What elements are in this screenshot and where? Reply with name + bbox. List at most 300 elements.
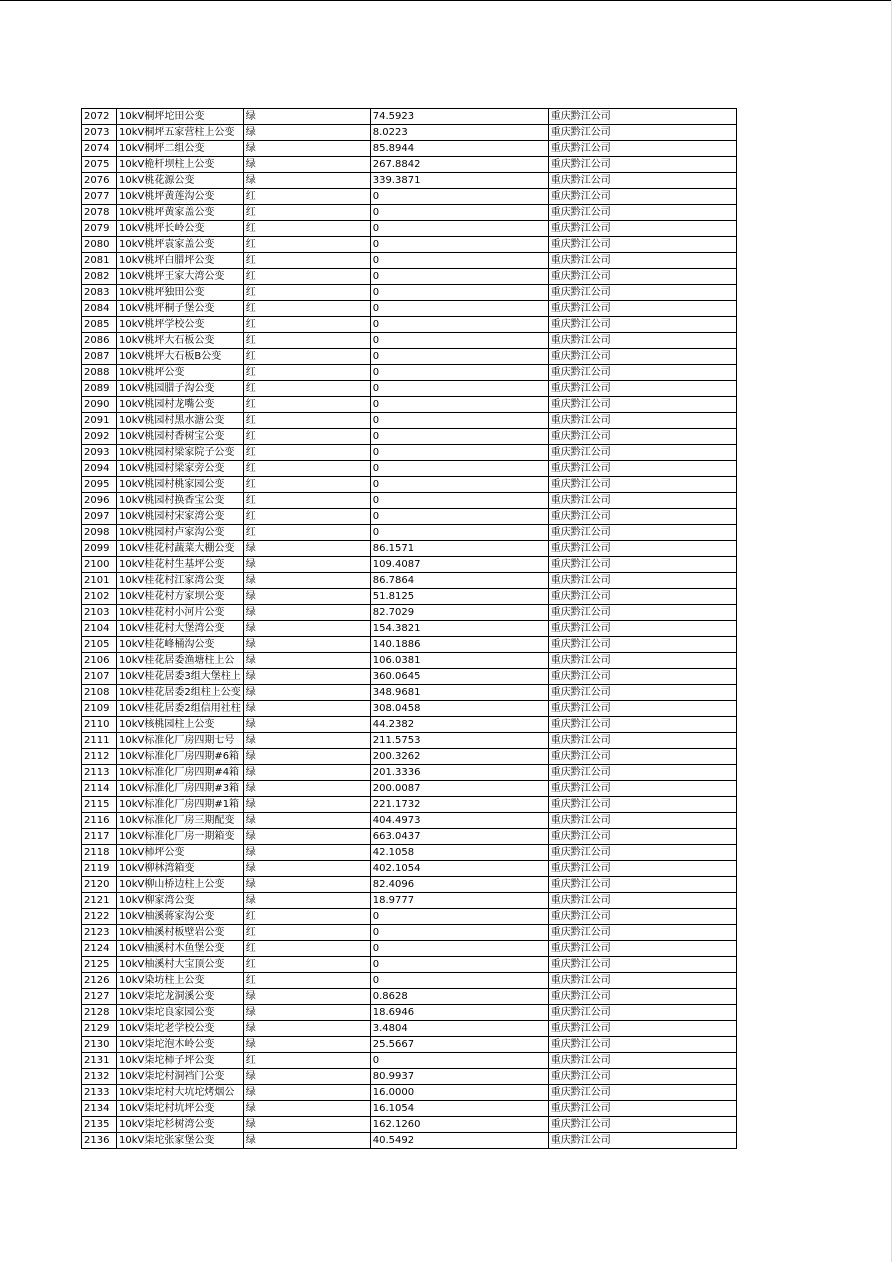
row-id-cell: 2117 <box>82 829 117 845</box>
company-cell: 重庆黔江公司 <box>548 237 736 253</box>
table-row <box>82 941 737 957</box>
company-cell: 重庆黔江公司 <box>548 845 736 861</box>
company-cell: 重庆黔江公司 <box>548 477 736 493</box>
company-cell: 重庆黔江公司 <box>548 493 736 509</box>
status-color-cell: 绿 <box>243 557 370 573</box>
row-id-cell: 2073 <box>82 125 117 141</box>
value-cell: 154.3821 <box>370 621 548 637</box>
value-cell: 82.7029 <box>370 605 548 621</box>
status-color-cell: 绿 <box>243 605 370 621</box>
status-color-cell: 红 <box>243 349 370 365</box>
status-color-cell: 红 <box>243 493 370 509</box>
transformer-name-cell: 10kV标准化厂房四期#3箱 <box>117 781 244 797</box>
row-id-cell: 2093 <box>82 445 117 461</box>
status-color-cell: 绿 <box>243 717 370 733</box>
transformer-name-cell: 10kV桂花村生基坪公变 <box>117 557 244 573</box>
value-cell: 0.8628 <box>370 989 548 1005</box>
row-id-cell: 2136 <box>82 1133 117 1149</box>
value-cell: 86.7864 <box>370 573 548 589</box>
value-cell: 25.5667 <box>370 1037 548 1053</box>
transformer-name-cell: 10kV桂花村江家湾公变 <box>117 573 244 589</box>
status-color-cell: 红 <box>243 909 370 925</box>
transformer-name-cell: 10kV桃坪黄家盖公变 <box>117 205 244 221</box>
value-cell: 18.9777 <box>370 893 548 909</box>
row-id-cell: 2097 <box>82 509 117 525</box>
table-row <box>82 285 737 301</box>
company-cell: 重庆黔江公司 <box>548 557 736 573</box>
status-color-cell: 绿 <box>243 749 370 765</box>
status-color-cell: 红 <box>243 397 370 413</box>
value-cell: 109.4087 <box>370 557 548 573</box>
company-cell: 重庆黔江公司 <box>548 749 736 765</box>
company-cell: 重庆黔江公司 <box>548 461 736 477</box>
company-cell: 重庆黔江公司 <box>548 285 736 301</box>
transformer-name-cell: 10kV标准化厂房一期箱变 <box>117 829 244 845</box>
transformer-name-cell: 10kV桃园村黑水溏公变 <box>117 413 244 429</box>
company-cell: 重庆黔江公司 <box>548 1037 736 1053</box>
transformer-name-cell: 10kV桂花村蔬菜大棚公变 <box>117 541 244 557</box>
table-row <box>82 269 737 285</box>
transformer-name-cell: 10kV桐坪坨田公变 <box>117 109 244 125</box>
company-cell: 重庆黔江公司 <box>548 957 736 973</box>
value-cell: 0 <box>370 413 548 429</box>
transformer-name-cell: 10kV桃坪桐子堡公变 <box>117 301 244 317</box>
row-id-cell: 2135 <box>82 1117 117 1133</box>
value-cell: 42.1058 <box>370 845 548 861</box>
value-cell: 0 <box>370 493 548 509</box>
status-color-cell: 红 <box>243 317 370 333</box>
company-cell: 重庆黔江公司 <box>548 349 736 365</box>
row-id-cell: 2072 <box>82 109 117 125</box>
value-cell: 85.8944 <box>370 141 548 157</box>
row-id-cell: 2109 <box>82 701 117 717</box>
transformer-name-cell: 10kV柿坪公变 <box>117 845 244 861</box>
row-id-cell: 2119 <box>82 861 117 877</box>
company-cell: 重庆黔江公司 <box>548 573 736 589</box>
transformer-name-cell: 10kV桂花峰桶沟公变 <box>117 637 244 653</box>
transformer-name-cell: 10kV桃坪大石板B公变 <box>117 349 244 365</box>
table-row <box>82 253 737 269</box>
status-color-cell: 红 <box>243 381 370 397</box>
row-id-cell: 2096 <box>82 493 117 509</box>
value-cell: 200.0087 <box>370 781 548 797</box>
value-cell: 0 <box>370 253 548 269</box>
row-id-cell: 2120 <box>82 877 117 893</box>
company-cell: 重庆黔江公司 <box>548 1101 736 1117</box>
table-row <box>82 861 737 877</box>
company-cell: 重庆黔江公司 <box>548 445 736 461</box>
status-color-cell: 绿 <box>243 781 370 797</box>
row-id-cell: 2076 <box>82 173 117 189</box>
table-row <box>82 909 737 925</box>
value-cell: 0 <box>370 429 548 445</box>
table-row <box>82 1085 737 1101</box>
status-color-cell: 红 <box>243 237 370 253</box>
value-cell: 0 <box>370 1053 548 1069</box>
transformer-name-cell: 10kV桅杆坝柱上公变 <box>117 157 244 173</box>
transformer-name-cell: 10kV标准化厂房四期七号 <box>117 733 244 749</box>
transformer-name-cell: 10kV柒坨村坑坪公变 <box>117 1101 244 1117</box>
transformer-name-cell: 10kV柚溪村板壁岩公变 <box>117 925 244 941</box>
company-cell: 重庆黔江公司 <box>548 621 736 637</box>
status-color-cell: 绿 <box>243 573 370 589</box>
value-cell: 0 <box>370 237 548 253</box>
row-id-cell: 2116 <box>82 813 117 829</box>
company-cell: 重庆黔江公司 <box>548 797 736 813</box>
row-id-cell: 2088 <box>82 365 117 381</box>
table-row <box>82 605 737 621</box>
company-cell: 重庆黔江公司 <box>548 589 736 605</box>
row-id-cell: 2102 <box>82 589 117 605</box>
value-cell: 74.5923 <box>370 109 548 125</box>
company-cell: 重庆黔江公司 <box>548 893 736 909</box>
company-cell: 重庆黔江公司 <box>548 1133 736 1149</box>
row-id-cell: 2089 <box>82 381 117 397</box>
table-row <box>82 125 737 141</box>
row-id-cell: 2077 <box>82 189 117 205</box>
company-cell: 重庆黔江公司 <box>548 189 736 205</box>
table-row <box>82 557 737 573</box>
company-cell: 重庆黔江公司 <box>548 141 736 157</box>
table-row <box>82 733 737 749</box>
row-id-cell: 2105 <box>82 637 117 653</box>
transformer-name-cell: 10kV桃坪王家大湾公变 <box>117 269 244 285</box>
company-cell: 重庆黔江公司 <box>548 109 736 125</box>
company-cell: 重庆黔江公司 <box>548 525 736 541</box>
table-row <box>82 301 737 317</box>
row-id-cell: 2108 <box>82 685 117 701</box>
row-id-cell: 2101 <box>82 573 117 589</box>
table-row <box>82 813 737 829</box>
table-row <box>82 157 737 173</box>
transformer-name-cell: 10kV桃坪袁家盖公变 <box>117 237 244 253</box>
value-cell: 0 <box>370 525 548 541</box>
transformer-name-cell: 10kV柚溪蒋家沟公变 <box>117 909 244 925</box>
value-cell: 80.9937 <box>370 1069 548 1085</box>
status-color-cell: 红 <box>243 221 370 237</box>
value-cell: 267.8842 <box>370 157 548 173</box>
value-cell: 0 <box>370 301 548 317</box>
status-color-cell: 绿 <box>243 157 370 173</box>
status-color-cell: 红 <box>243 477 370 493</box>
value-cell: 0 <box>370 269 548 285</box>
value-cell: 0 <box>370 221 548 237</box>
transformer-name-cell: 10kV柚溪村木鱼堡公变 <box>117 941 244 957</box>
table-row <box>82 669 737 685</box>
table-row <box>82 1053 737 1069</box>
value-cell: 0 <box>370 285 548 301</box>
company-cell: 重庆黔江公司 <box>548 317 736 333</box>
table-row <box>82 1133 737 1149</box>
row-id-cell: 2103 <box>82 605 117 621</box>
company-cell: 重庆黔江公司 <box>548 1085 736 1101</box>
row-id-cell: 2075 <box>82 157 117 173</box>
transformer-name-cell: 10kV桃坪大石板公变 <box>117 333 244 349</box>
transformer-name-cell: 10kV桃园村香树宝公变 <box>117 429 244 445</box>
transformer-name-cell: 10kV核桃园柱上公变 <box>117 717 244 733</box>
row-id-cell: 2125 <box>82 957 117 973</box>
value-cell: 0 <box>370 205 548 221</box>
transformer-name-cell: 10kV标准化厂房四期#6箱 <box>117 749 244 765</box>
table-row <box>82 237 737 253</box>
table-row <box>82 765 737 781</box>
company-cell: 重庆黔江公司 <box>548 157 736 173</box>
company-cell: 重庆黔江公司 <box>548 173 736 189</box>
value-cell: 0 <box>370 365 548 381</box>
table-row <box>82 333 737 349</box>
company-cell: 重庆黔江公司 <box>548 909 736 925</box>
status-color-cell: 红 <box>243 461 370 477</box>
status-color-cell: 绿 <box>243 589 370 605</box>
table-row <box>82 477 737 493</box>
table-row <box>82 541 737 557</box>
table-row <box>82 781 737 797</box>
transformer-name-cell: 10kV标准化厂房四期#1箱 <box>117 797 244 813</box>
transformer-name-cell: 10kV桃园腊子沟公变 <box>117 381 244 397</box>
transformer-name-cell: 10kV柚溪村大宝顶公变 <box>117 957 244 973</box>
row-id-cell: 2114 <box>82 781 117 797</box>
value-cell: 0 <box>370 909 548 925</box>
table-row <box>82 221 737 237</box>
row-id-cell: 2131 <box>82 1053 117 1069</box>
transformer-name-cell: 10kV标准化厂房三期配变 <box>117 813 244 829</box>
table-row <box>82 973 737 989</box>
company-cell: 重庆黔江公司 <box>548 125 736 141</box>
status-color-cell: 红 <box>243 973 370 989</box>
status-color-cell: 绿 <box>243 893 370 909</box>
status-color-cell: 绿 <box>243 653 370 669</box>
status-color-cell: 绿 <box>243 541 370 557</box>
status-color-cell: 绿 <box>243 1085 370 1101</box>
row-id-cell: 2085 <box>82 317 117 333</box>
transformer-name-cell: 10kV染坊柱上公变 <box>117 973 244 989</box>
row-id-cell: 2122 <box>82 909 117 925</box>
company-cell: 重庆黔江公司 <box>548 301 736 317</box>
value-cell: 339.3871 <box>370 173 548 189</box>
status-color-cell: 绿 <box>243 845 370 861</box>
row-id-cell: 2112 <box>82 749 117 765</box>
row-id-cell: 2095 <box>82 477 117 493</box>
company-cell: 重庆黔江公司 <box>548 509 736 525</box>
table-row <box>82 109 737 125</box>
transformer-name-cell: 10kV桂花居委2组柱上公变 <box>117 685 244 701</box>
row-id-cell: 2126 <box>82 973 117 989</box>
status-color-cell: 绿 <box>243 813 370 829</box>
row-id-cell: 2129 <box>82 1021 117 1037</box>
company-cell: 重庆黔江公司 <box>548 541 736 557</box>
value-cell: 0 <box>370 189 548 205</box>
status-color-cell: 红 <box>243 301 370 317</box>
company-cell: 重庆黔江公司 <box>548 653 736 669</box>
company-cell: 重庆黔江公司 <box>548 221 736 237</box>
value-cell: 86.1571 <box>370 541 548 557</box>
value-cell: 0 <box>370 973 548 989</box>
value-cell: 3.4804 <box>370 1021 548 1037</box>
page-top-border <box>0 0 892 1</box>
company-cell: 重庆黔江公司 <box>548 1053 736 1069</box>
company-cell: 重庆黔江公司 <box>548 669 736 685</box>
table-row <box>82 701 737 717</box>
company-cell: 重庆黔江公司 <box>548 637 736 653</box>
status-color-cell: 绿 <box>243 685 370 701</box>
row-id-cell: 2100 <box>82 557 117 573</box>
company-cell: 重庆黔江公司 <box>548 733 736 749</box>
value-cell: 18.6946 <box>370 1005 548 1021</box>
company-cell: 重庆黔江公司 <box>548 941 736 957</box>
value-cell: 8.0223 <box>370 125 548 141</box>
status-color-cell: 绿 <box>243 1101 370 1117</box>
status-color-cell: 红 <box>243 925 370 941</box>
status-color-cell: 红 <box>243 445 370 461</box>
table-row <box>82 1005 737 1021</box>
table-row <box>82 573 737 589</box>
company-cell: 重庆黔江公司 <box>548 973 736 989</box>
transformer-name-cell: 10kV柳家湾公变 <box>117 893 244 909</box>
table-row <box>82 957 737 973</box>
table-row <box>82 413 737 429</box>
transformer-name-cell: 10kV桂花村方家坝公变 <box>117 589 244 605</box>
company-cell: 重庆黔江公司 <box>548 877 736 893</box>
transformer-name-cell: 10kV桃园村卢家沟公变 <box>117 525 244 541</box>
value-cell: 663.0437 <box>370 829 548 845</box>
value-cell: 0 <box>370 957 548 973</box>
status-color-cell: 红 <box>243 285 370 301</box>
status-color-cell: 红 <box>243 253 370 269</box>
row-id-cell: 2079 <box>82 221 117 237</box>
value-cell: 201.3336 <box>370 765 548 781</box>
row-id-cell: 2094 <box>82 461 117 477</box>
table-row <box>82 653 737 669</box>
company-cell: 重庆黔江公司 <box>548 989 736 1005</box>
row-id-cell: 2081 <box>82 253 117 269</box>
company-cell: 重庆黔江公司 <box>548 1021 736 1037</box>
company-cell: 重庆黔江公司 <box>548 397 736 413</box>
company-cell: 重庆黔江公司 <box>548 765 736 781</box>
table-row <box>82 397 737 413</box>
row-id-cell: 2127 <box>82 989 117 1005</box>
transformer-name-cell: 10kV桃园村龙嘴公变 <box>117 397 244 413</box>
table-row <box>82 509 737 525</box>
company-cell: 重庆黔江公司 <box>548 701 736 717</box>
status-color-cell: 红 <box>243 205 370 221</box>
transformer-name-cell: 10kV桃坪黄莲沟公变 <box>117 189 244 205</box>
row-id-cell: 2099 <box>82 541 117 557</box>
value-cell: 348.9681 <box>370 685 548 701</box>
row-id-cell: 2118 <box>82 845 117 861</box>
transformer-name-cell: 10kV柳林湾箱变 <box>117 861 244 877</box>
value-cell: 40.5492 <box>370 1133 548 1149</box>
transformer-name-cell: 10kV桐坪二组公变 <box>117 141 244 157</box>
status-color-cell: 红 <box>243 365 370 381</box>
value-cell: 82.4096 <box>370 877 548 893</box>
status-color-cell: 绿 <box>243 829 370 845</box>
transformer-name-cell: 10kV桂花居委2组信用社柱 <box>117 701 244 717</box>
value-cell: 0 <box>370 381 548 397</box>
transformer-name-cell: 10kV柒坨村洞裆门公变 <box>117 1069 244 1085</box>
transformer-name-cell: 10kV桂花居委3组大堡柱上 <box>117 669 244 685</box>
company-cell: 重庆黔江公司 <box>548 605 736 621</box>
row-id-cell: 2133 <box>82 1085 117 1101</box>
status-color-cell: 红 <box>243 525 370 541</box>
status-color-cell: 绿 <box>243 1117 370 1133</box>
company-cell: 重庆黔江公司 <box>548 429 736 445</box>
status-color-cell: 绿 <box>243 989 370 1005</box>
value-cell: 0 <box>370 317 548 333</box>
transformer-name-cell: 10kV标准化厂房四期#4箱 <box>117 765 244 781</box>
row-id-cell: 2128 <box>82 1005 117 1021</box>
table-row <box>82 189 737 205</box>
transformer-name-cell: 10kV柒坨村大坑坨烤烟公 <box>117 1085 244 1101</box>
status-color-cell: 绿 <box>243 701 370 717</box>
transformer-name-cell: 10kV桂花村小河片公变 <box>117 605 244 621</box>
transformer-name-cell: 10kV柳山桥边柱上公变 <box>117 877 244 893</box>
transformer-name-cell: 10kV桃园村桃家园公变 <box>117 477 244 493</box>
transformer-name-cell: 10kV桐坪五家营柱上公变 <box>117 125 244 141</box>
row-id-cell: 2074 <box>82 141 117 157</box>
transformer-name-cell: 10kV桂花居委渔塘柱上公 <box>117 653 244 669</box>
table-row <box>82 685 737 701</box>
status-color-cell: 绿 <box>243 765 370 781</box>
row-id-cell: 2091 <box>82 413 117 429</box>
table-row <box>82 717 737 733</box>
status-color-cell: 红 <box>243 957 370 973</box>
status-color-cell: 绿 <box>243 173 370 189</box>
status-color-cell: 红 <box>243 333 370 349</box>
value-cell: 200.3262 <box>370 749 548 765</box>
table-row <box>82 429 737 445</box>
row-id-cell: 2121 <box>82 893 117 909</box>
table-row <box>82 493 737 509</box>
value-cell: 0 <box>370 477 548 493</box>
status-color-cell: 绿 <box>243 141 370 157</box>
transformer-name-cell: 10kV桃坪公变 <box>117 365 244 381</box>
row-id-cell: 2111 <box>82 733 117 749</box>
status-color-cell: 红 <box>243 941 370 957</box>
company-cell: 重庆黔江公司 <box>548 717 736 733</box>
status-color-cell: 绿 <box>243 733 370 749</box>
row-id-cell: 2113 <box>82 765 117 781</box>
value-cell: 140.1886 <box>370 637 548 653</box>
transformer-name-cell: 10kV柒坨泡木岭公变 <box>117 1037 244 1053</box>
row-id-cell: 2083 <box>82 285 117 301</box>
table-row <box>82 1021 737 1037</box>
value-cell: 360.0645 <box>370 669 548 685</box>
value-cell: 211.5753 <box>370 733 548 749</box>
row-id-cell: 2080 <box>82 237 117 253</box>
status-color-cell: 绿 <box>243 1069 370 1085</box>
row-id-cell: 2110 <box>82 717 117 733</box>
table-row <box>82 1101 737 1117</box>
value-cell: 0 <box>370 397 548 413</box>
table-row <box>82 893 737 909</box>
row-id-cell: 2134 <box>82 1101 117 1117</box>
row-id-cell: 2106 <box>82 653 117 669</box>
table-row <box>82 445 737 461</box>
status-color-cell: 绿 <box>243 621 370 637</box>
row-id-cell: 2082 <box>82 269 117 285</box>
status-color-cell: 绿 <box>243 1021 370 1037</box>
value-cell: 402.1054 <box>370 861 548 877</box>
value-cell: 16.0000 <box>370 1085 548 1101</box>
transformer-name-cell: 10kV柒坨柿子坪公变 <box>117 1053 244 1069</box>
company-cell: 重庆黔江公司 <box>548 365 736 381</box>
status-color-cell: 绿 <box>243 109 370 125</box>
transformer-name-cell: 10kV柒坨老学校公变 <box>117 1021 244 1037</box>
transformer-name-cell: 10kV柒坨龙洞溪公变 <box>117 989 244 1005</box>
table-row <box>82 749 737 765</box>
company-cell: 重庆黔江公司 <box>548 413 736 429</box>
transformer-name-cell: 10kV桂花村大堡湾公变 <box>117 621 244 637</box>
